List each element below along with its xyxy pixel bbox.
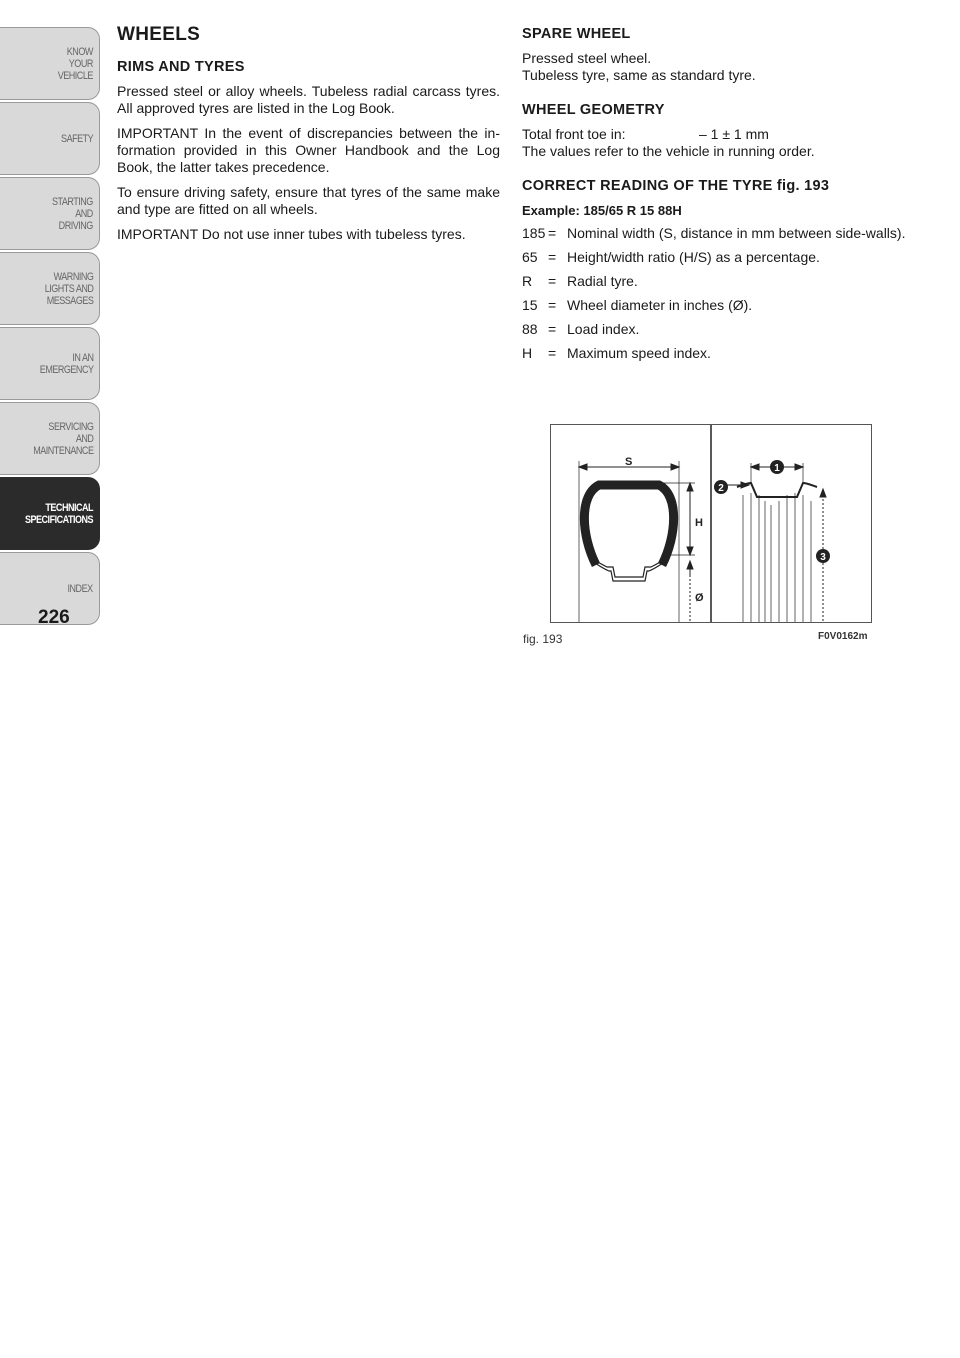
def-code: 185 (522, 225, 546, 241)
callout-1-label: 1 (774, 463, 780, 474)
equals-sign: = (548, 273, 557, 289)
def-text: Height/width ratio (H/S) as a percentage. (567, 249, 820, 265)
callout-1 (770, 460, 784, 474)
list-item (522, 297, 912, 314)
equals-sign: = (548, 321, 557, 337)
def-text: Maximum speed index. (567, 345, 711, 361)
tab-starting-and-driving[interactable] (0, 177, 100, 250)
toe-value: – 1 ± 1 mm (699, 126, 769, 142)
tab-label: SAFETY (60, 132, 93, 145)
arrow-head (671, 464, 679, 470)
callout-3-label: 3 (820, 552, 826, 563)
equals-sign: = (548, 297, 557, 313)
tab-label: IN AN EMERGENCY (39, 351, 93, 376)
def-code: 15 (522, 297, 538, 313)
left-column (117, 26, 500, 251)
callout-3 (816, 549, 830, 563)
label-s: S (625, 456, 633, 468)
spare-wheel-section (522, 26, 912, 84)
tyre-reading-section (522, 178, 912, 362)
tab-label: INDEX (67, 582, 93, 595)
tab-technical-specifications[interactable] (0, 477, 100, 550)
tab-label: WARNING LIGHTS AND MESSAGES (44, 270, 93, 307)
def-text: Nominal width (S, distance in mm between side-walls). (567, 225, 906, 241)
tab-know-your-vehicle[interactable] (0, 27, 100, 100)
toe-row (522, 126, 912, 143)
right-column (522, 26, 912, 369)
page-number: 226 (38, 607, 70, 628)
def-code: 88 (522, 321, 538, 337)
tyre-diagram-svg (551, 425, 871, 622)
tyre-diagram (550, 424, 872, 623)
example-line: Example: 185/65 R 15 88H (522, 203, 682, 218)
def-text: Load index. (567, 321, 640, 337)
figure-caption: fig. 193 (523, 632, 563, 646)
tab-warning-lights[interactable] (0, 252, 100, 325)
section-heading: WHEEL GEOMETRY (522, 102, 665, 118)
tab-safety[interactable] (0, 102, 100, 175)
text-line: The values refer to the vehicle in running order. (522, 143, 815, 159)
list-item (522, 249, 912, 266)
paragraph: IMPORTANT In the event of discrepancies between the in-formation provided in this Owner Handbook and the Log Book, the latter takes precedence. (117, 125, 500, 175)
def-code: R (522, 273, 533, 289)
callout-2 (714, 480, 728, 494)
label-diameter: Ø (695, 592, 704, 604)
section-heading: RIMS AND TYRES (117, 59, 245, 75)
equals-sign: = (548, 345, 557, 361)
def-code: H (522, 345, 533, 361)
section-tabs (0, 27, 102, 627)
figure-code: F0V0162m (818, 631, 868, 642)
arrow-head (579, 464, 587, 470)
section-heading: SPARE WHEEL (522, 26, 631, 42)
equals-sign: = (548, 249, 557, 265)
paragraph: Pressed steel or alloy wheels. Tubeless radial carcass tyres. All approved tyres are listed in the Log Book. (117, 83, 500, 116)
text-line: Tubeless tyre, same as standard tyre. (522, 67, 756, 83)
tab-label: SERVICING AND MAINTENANCE (32, 420, 93, 457)
list-item (522, 321, 912, 338)
toe-label: Total front toe in: (522, 126, 626, 142)
label-h: H (695, 517, 703, 529)
definition-list (522, 225, 912, 362)
tab-servicing[interactable] (0, 402, 100, 475)
section-heading: CORRECT READING OF THE TYRE fig. 193 (522, 178, 830, 194)
def-text: Wheel diameter in inches (Ø). (567, 297, 753, 313)
def-text: Radial tyre. (567, 273, 638, 289)
paragraph: To ensure driving safety, ensure that tyres of the same make and type are fitted on all wheels. (117, 184, 500, 217)
tyre-carcass (584, 485, 673, 565)
list-item (522, 345, 912, 362)
paragraph: IMPORTANT Do not use inner tubes with tubeless tyres. (117, 226, 466, 242)
text-line: Pressed steel wheel. (522, 50, 652, 66)
equals-sign: = (548, 225, 557, 241)
tab-label: STARTING AND DRIVING (52, 195, 93, 232)
list-item (522, 273, 912, 290)
callout-2-label: 2 (718, 483, 724, 494)
list-item (522, 225, 912, 242)
page-title: WHEELS (117, 24, 201, 45)
def-code: 65 (522, 249, 538, 265)
tab-label: KNOW YOUR VEHICLE (57, 45, 93, 82)
wheel-geometry-section (522, 102, 912, 160)
tab-label: TECHNICAL SPECIFICATIONS (24, 501, 93, 526)
tab-in-an-emergency[interactable] (0, 327, 100, 400)
